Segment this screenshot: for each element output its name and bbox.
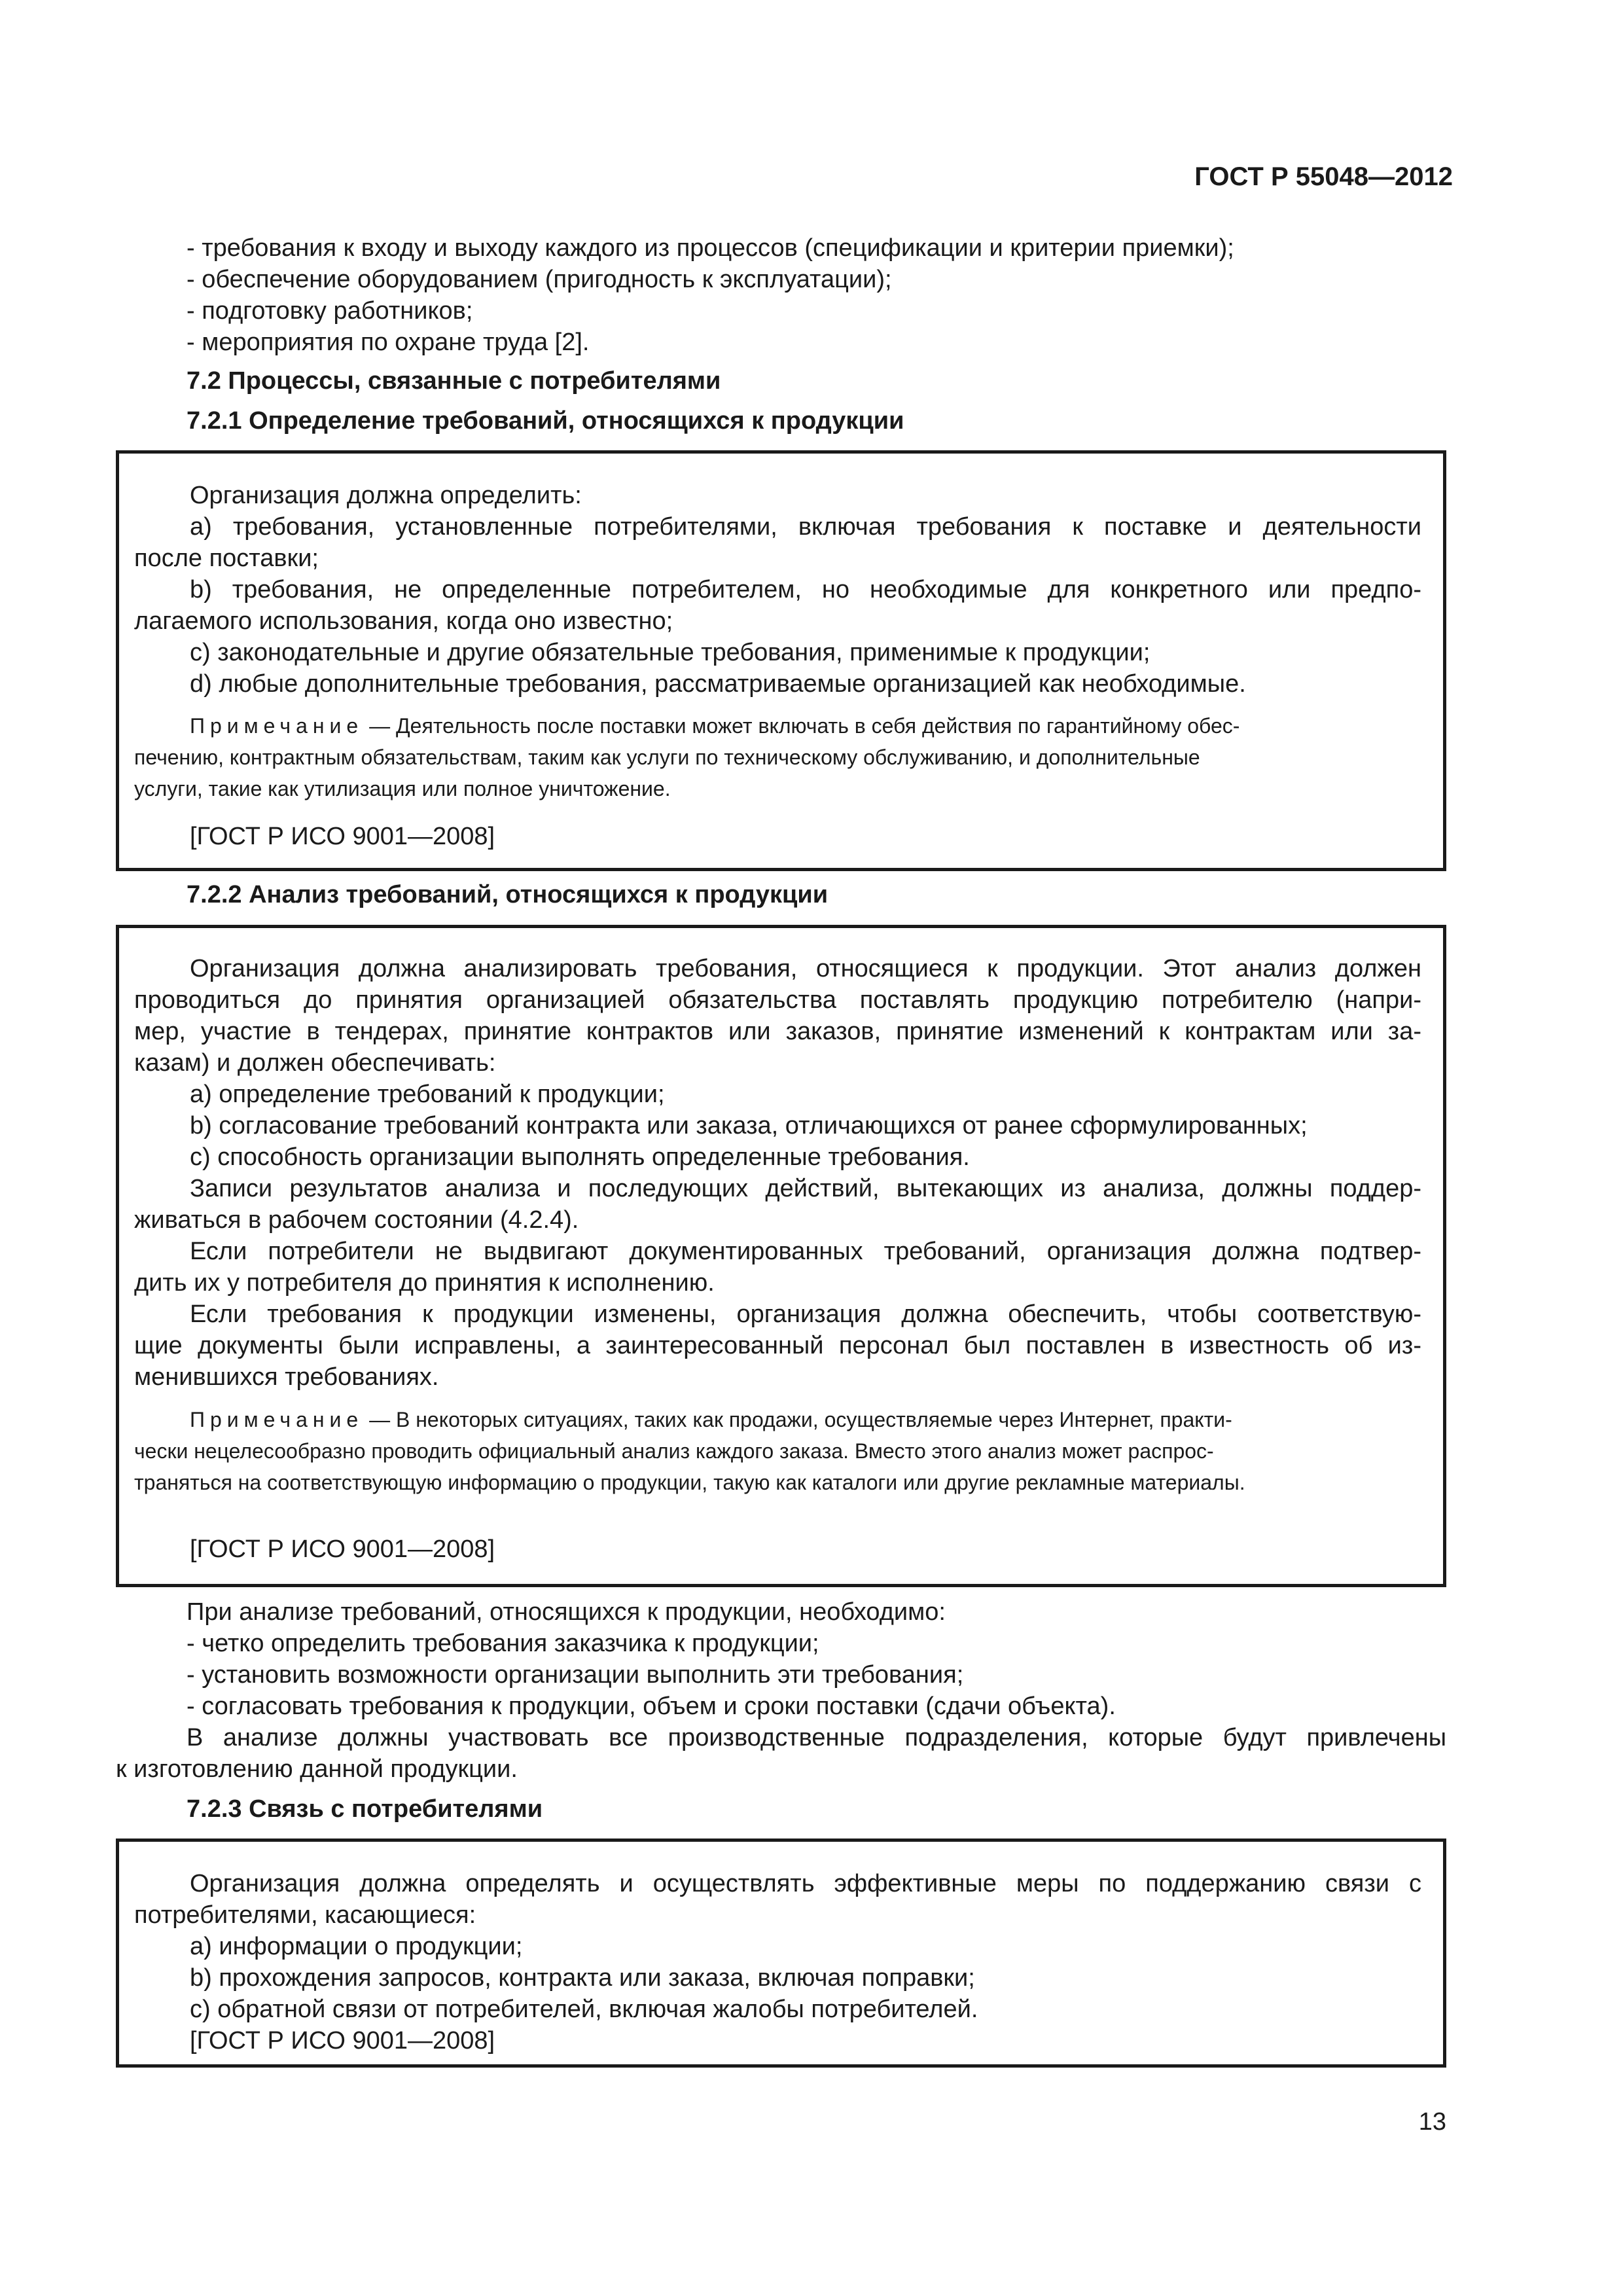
section-heading-7-2-2: 7.2.2 Анализ требований, относящихся к продукции [187, 881, 829, 908]
note-line: печению, контрактным обязательствам, таким как услуги по техническому обслуживанию, и дополнительные [134, 745, 1200, 769]
quote-box-7-2-2 [116, 925, 1446, 1587]
reference: [ГОСТ Р ИСО 9001—2008] [190, 823, 495, 850]
reference: [ГОСТ Р ИСО 9001—2008] [190, 1535, 495, 1563]
box-paragraph: Организация должна анализировать требования, относящиеся к продукции. Этот анализ должен [190, 955, 1421, 982]
box-item-b-cont: лагаемого использования, когда оно известно; [134, 607, 673, 635]
box-paragraph: дить их у потребителя до принятия к исполнению. [134, 1269, 715, 1297]
paragraph: В анализе должны участвовать все производственные подразделения, которые будут привлечены [187, 1724, 1446, 1751]
document-code: ГОСТ Р 55048—2012 [1194, 162, 1453, 191]
box-intro: Организация должна определить: [190, 482, 582, 509]
note-line: услуги, такие как утилизация или полное уничтожение. [134, 777, 671, 800]
box-paragraph: Если требования к продукции изменены, организация должна обеспечить, чтобы соответствую- [190, 1300, 1421, 1328]
box-paragraph: менившихся требованиях. [134, 1363, 439, 1391]
section-heading-7-2-3: 7.2.3 Связь с потребителями [187, 1795, 543, 1823]
note-text: — В некоторых ситуациях, таких как продажи, осуществляемые через Интернет, практи- [363, 1408, 1232, 1431]
box-item-b: b) прохождения запросов, контракта или заказа, включая поправки; [190, 1964, 975, 1992]
box-item-a: a) требования, установленные потребителями, включая требования к поставке и деятельности [190, 513, 1421, 541]
box-paragraph: Организация должна определять и осуществлять эффективные меры по поддержанию связи с [190, 1870, 1421, 1897]
box-paragraph: Записи результатов анализа и последующих действий, вытекающих из анализа, должны поддер- [190, 1175, 1421, 1202]
box-paragraph: Если потребители не выдвигают документированных требований, организация должна подтвер- [190, 1238, 1421, 1265]
reference: [ГОСТ Р ИСО 9001—2008] [190, 2027, 495, 2054]
note-text: — Деятельность после поставки может включать в себя действия по гарантийному обес- [363, 714, 1240, 738]
section-heading-7-2-1: 7.2.1 Определение требований, относящихся к продукции [187, 407, 904, 435]
note-line [190, 710, 1240, 742]
box-paragraph: мер, участие в тендерах, принятие контрактов или заказов, принятие изменений к контрактам или за- [134, 1018, 1421, 1045]
list-item: - мероприятия по охране труда [2]. [187, 329, 590, 356]
list-item: - четко определить требования заказчика к продукции; [187, 1630, 819, 1657]
box-paragraph: проводиться до принятия организацией обязательства поставлять продукцию потребителю (напри- [134, 986, 1421, 1014]
paragraph: к изготовлению данной продукции. [116, 1755, 518, 1783]
quote-box-7-2-1 [116, 450, 1446, 871]
box-item-c: c) обратной связи от потребителей, включая жалобы потребителей. [190, 1996, 978, 2023]
paragraph: При анализе требований, относящихся к продукции, необходимо: [187, 1598, 946, 1626]
box-paragraph: казам) и должен обеспечивать: [134, 1049, 496, 1077]
list-item: - установить возможности организации выполнить эти требования; [187, 1661, 964, 1689]
note-label: Примечание [190, 1408, 364, 1431]
box-paragraph: живаться в рабочем состоянии (4.2.4). [134, 1206, 579, 1234]
list-item: - требования к входу и выходу каждого из процессов (спецификации и критерии приемки); [187, 234, 1234, 262]
box-paragraph: щие документы были исправлены, а заинтересованный персонал был поставлен в известность об из- [134, 1332, 1421, 1359]
note-line: траняться на соответствующую информацию о продукции, такую как каталоги или другие рекламные материалы. [134, 1471, 1245, 1494]
list-item: - подготовку работников; [187, 297, 473, 325]
note-line: чески нецелесообразно проводить официальный анализ каждого заказа. Вместо этого анализ может распрос- [134, 1439, 1214, 1463]
note-line [190, 1404, 1232, 1435]
box-item-a: a) определение требований к продукции; [190, 1081, 665, 1108]
list-item: - согласовать требования к продукции, объем и сроки поставки (сдачи объекта). [187, 1693, 1116, 1720]
note-label: Примечание [190, 714, 364, 738]
box-item-b: b) согласование требований контракта или заказа, отличающихся от ранее сформулированных; [190, 1112, 1308, 1139]
box-item-c: c) способность организации выполнять определенные требования. [190, 1143, 970, 1171]
box-item-b: b) требования, не определенные потребителем, но необходимые для конкретного или предпо- [190, 576, 1421, 603]
box-item-d: d) любые дополнительные требования, рассматриваемые организацией как необходимые. [190, 670, 1246, 698]
section-heading-7-2: 7.2 Процессы, связанные с потребителями [187, 367, 721, 395]
page-number: 13 [1418, 2108, 1446, 2136]
box-item-c: c) законодательные и другие обязательные требования, применимые к продукции; [190, 639, 1150, 666]
quote-box-7-2-3 [116, 1839, 1446, 2068]
box-paragraph: потребителями, касающиеся: [134, 1901, 476, 1929]
box-item-a: a) информации о продукции; [190, 1933, 523, 1960]
box-item-a-cont: после поставки; [134, 545, 319, 572]
list-item: - обеспечение оборудованием (пригодность к эксплуатации); [187, 266, 892, 293]
